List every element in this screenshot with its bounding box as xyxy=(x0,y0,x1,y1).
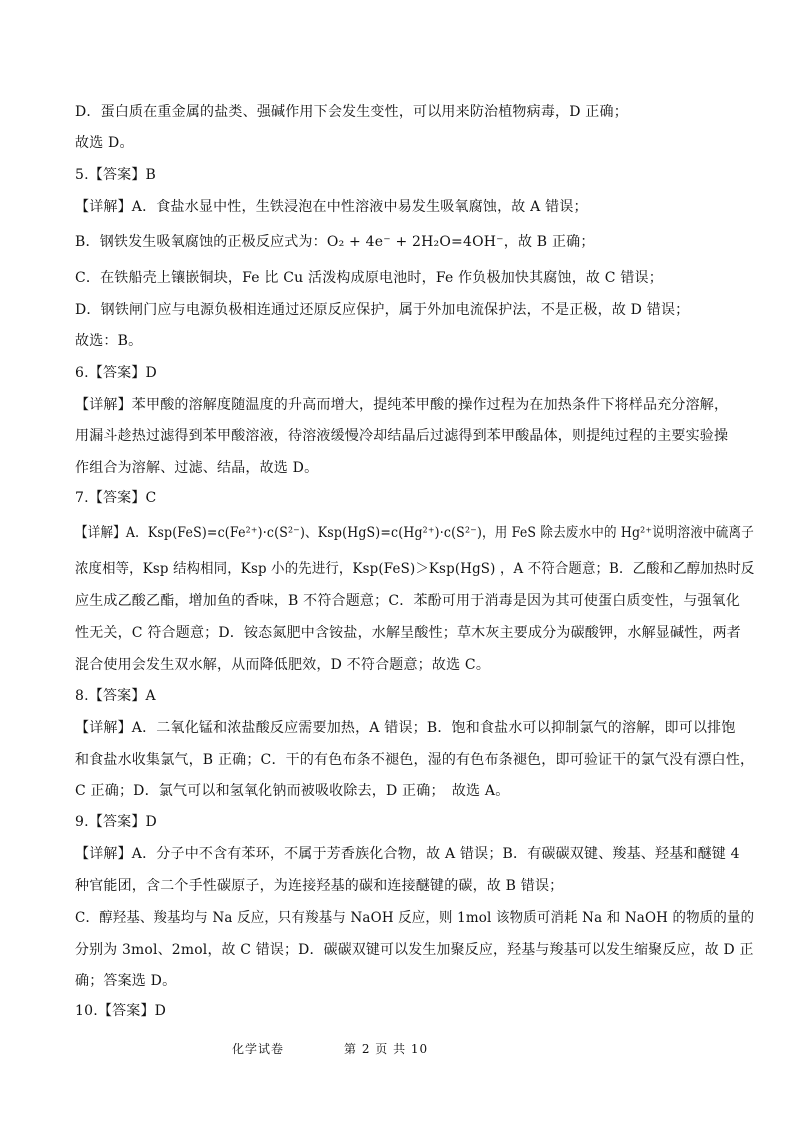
answer-heading: 9.【答案】D xyxy=(75,814,157,830)
text-line: C．在铁船壳上镶嵌铜块，Fe 比 Cu 活泼构成原电池时，Fe 作负极加快其腐蚀，故 C 错误； xyxy=(75,270,663,286)
answer-heading: 8.【答案】A xyxy=(75,688,156,704)
text-line xyxy=(75,232,595,252)
text-line: 作组合为溶解、过滤、结晶，故选 D。 xyxy=(75,460,319,476)
text-line: D．钢铁闸门应与电源负极相连通过还原反应保护，属于外加电流保护法，不是正极，故 D 错误； xyxy=(75,302,690,318)
text-segment: ，故 B 正确； xyxy=(503,234,595,250)
text-line: 【详解】苯甲酸的溶解度随温度的升高而增大，提纯苯甲酸的操作过程为在加热条件下将样品充分溶解， xyxy=(75,397,729,413)
text-line: 种官能团，含二个手性碳原子，为连接羟基的碳和连接醚键的碳，故 B 错误； xyxy=(75,878,564,894)
text-line: 混合使用会发生双水解，从而降低肥效，D 不符合题意；故选 C。 xyxy=(75,657,491,673)
footer-subject: 化学试卷 xyxy=(232,1042,285,1056)
text-line: 【详解】A．食盐水显中性，生铁浸泡在中性溶液中易发生吸氧腐蚀，故 A 错误； xyxy=(75,199,588,215)
text-line: 确；答案选 D。 xyxy=(75,973,177,989)
text-line: 【详解】A．Ksp(FeS)=c(Fe²⁺)·c(S²⁻)、Ksp(HgS)=c(Hg²⁺)·c(S²⁻)，用 FeS 除去废水中的 Hg²⁺说明溶液中硫离子 xyxy=(75,525,754,541)
text-line: 分别为 3mol、2mol，故 C 错误；D．碳碳双键可以发生加聚反应，羟基与羧基可以发生缩聚反应，故 D 正 xyxy=(75,942,754,958)
answer-heading: 10.【答案】D xyxy=(75,1003,167,1019)
footer-page-number: 第 2 页 共 10 xyxy=(344,1042,429,1056)
chemical-equation: O₂ + 4e⁻ + 2H₂O=4OH⁻ xyxy=(326,234,504,250)
text-line: 浓度相等，Ksp 结构相同，Ksp 小的先进行，Ksp(FeS)＞Ksp(HgS) ，A 不符合题意；B．乙酸和乙醇加热时反 xyxy=(75,561,755,577)
text-line: 性无关，C 符合题意；D．铵态氮肥中含铵盐，水解呈酸性；草木灰主要成分为碳酸钾，水解显碱性，两者 xyxy=(75,625,741,641)
text-line: 故选 D。 xyxy=(75,135,134,151)
text-line: 故选：B。 xyxy=(75,333,143,349)
answer-heading: 6.【答案】D xyxy=(75,365,157,381)
text-line: C 正确；D．氯气可以和氢氧化钠而被吸收除去，D 正确； 故选 A。 xyxy=(75,783,510,799)
answer-heading: 7.【答案】C xyxy=(75,490,157,506)
text-line: 用漏斗趁热过滤得到苯甲酸溶液，待溶液缓慢冷却结晶后过滤得到苯甲酸晶体，则提纯过程的主要实验操 xyxy=(75,428,729,444)
text-line: 【详解】A．二氧化锰和浓盐酸反应需要加热，A 错误；B．饱和食盐水可以抑制氯气的溶解，即可以排饱 xyxy=(75,720,736,736)
text-line: D．蛋白质在重金属的盐类、强碱作用下会发生变性，可以用来防治植物病毒，D 正确； xyxy=(75,104,628,120)
answer-heading: 5.【答案】B xyxy=(75,167,157,183)
text-segment: B．钢铁发生吸氧腐蚀的正极反应式为： xyxy=(75,234,327,250)
text-line: 和食盐水收集氯气，B 正确；C．干的有色布条不褪色，湿的有色布条褪色，即可验证干的氯气没有漂白性， xyxy=(75,752,755,768)
text-line: 应生成乙酸乙酯，增加鱼的香味，B 不符合题意；C．苯酚可用于消毒是因为其可使蛋白质变性，与强氧化 xyxy=(75,593,741,609)
text-line: C．醇羟基、羧基均与 Na 反应，只有羧基与 NaOH 反应，则 1mol 该物质可消耗 Na 和 NaOH 的物质的量的 xyxy=(75,910,755,926)
text-line: 【详解】A．分子中不含有苯环，不属于芳香族化合物，故 A 错误；B．有碳碳双键、羧基、羟基和醚键 4 xyxy=(75,846,740,862)
